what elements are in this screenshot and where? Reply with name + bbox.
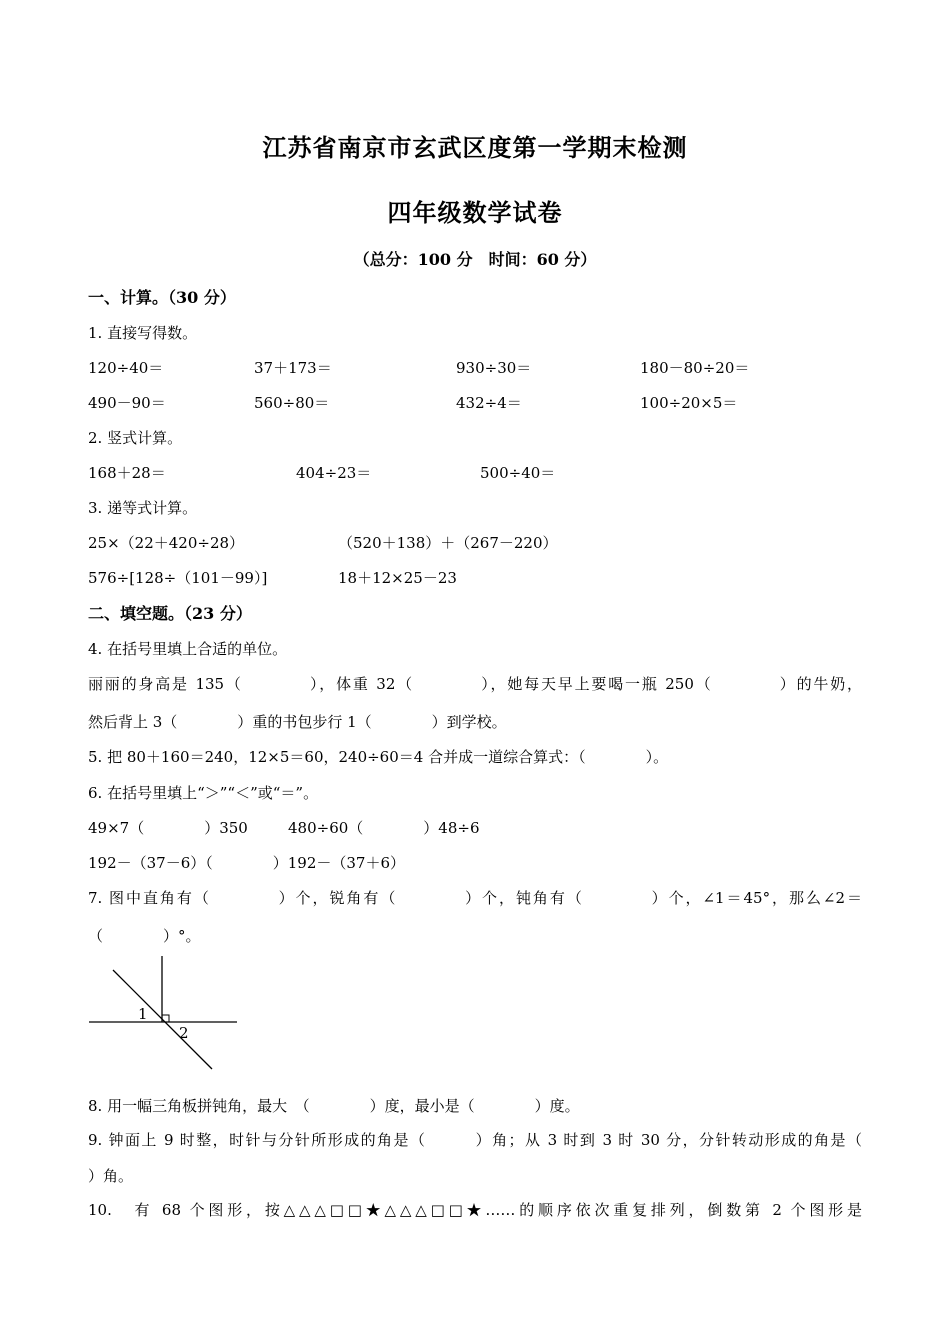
exam-meta: （总分：100 分 时间：60 分） [353, 250, 597, 269]
q1-item: 930÷30＝ [456, 359, 532, 377]
q8-text: 8. 用一幅三角板拼钝角，最大 （ ）度，最小是（ ）度。 [88, 1097, 580, 1115]
q7-line-2: （ ）°。 [88, 927, 201, 945]
q1-label: 1. 直接写得数。 [88, 324, 198, 342]
q1-item: 180－80÷20＝ [640, 359, 750, 377]
q6-item: 192－（37－6）（ ）192－（37＋6） [88, 854, 406, 872]
q6-item: 49×7（ ）350 [88, 819, 248, 837]
q4-line-1: 丽丽的身高是 135（ ），体重 32（ ），她每天早上要喝一瓶 250（ ）的牛奶， [88, 675, 862, 693]
section-1-heading: 一、计算。（30 分） [88, 288, 236, 307]
q3-item: 18＋12×25－23 [338, 569, 457, 587]
q2-item: 404÷23＝ [296, 464, 372, 482]
q1-item: 490－90＝ [88, 394, 166, 412]
q3-label: 3. 递等式计算。 [88, 499, 198, 517]
q2-item: 168＋28＝ [88, 464, 166, 482]
q2-label: 2. 竖式计算。 [88, 429, 183, 447]
q2-item: 500÷40＝ [480, 464, 556, 482]
q1-item: 37＋173＝ [254, 359, 332, 377]
angle-2-label: 2 [179, 1024, 189, 1042]
angle-1-label: 1 [138, 1005, 148, 1023]
q6-label: 6. 在括号里填上“＞”“＜”或“＝”。 [88, 784, 319, 802]
q3-item: （520＋138）＋（267－220） [338, 534, 558, 552]
page-subtitle: 四年级数学试卷 [387, 198, 563, 227]
q5-text: 5. 把 80＋160＝240，12×5＝60，240÷60＝4 合并成一道综合算式：（ ）。 [88, 748, 669, 766]
section-2-heading: 二、填空题。（23 分） [88, 604, 252, 623]
q4-label: 4. 在括号里填上合适的单位。 [88, 640, 288, 658]
q1-item: 100÷20×5＝ [640, 394, 738, 412]
q10-text: 10. 有 68 个图形，按△△△□□★△△△□□★……的顺序依次重复排列，倒数第 2 个图形是 [88, 1201, 862, 1219]
q1-item: 560÷80＝ [254, 394, 330, 412]
q9-line-1: 9. 钟面上 9 时整，时针与分针所形成的角是（ ）角；从 3 时到 3 时 30 分，分针转动形成的角是（ [88, 1131, 862, 1149]
q3-item: 25×（22＋420÷28） [88, 534, 245, 552]
q1-item: 120÷40＝ [88, 359, 164, 377]
q6-item: 480÷60（ ）48÷6 [288, 819, 480, 837]
angle-figure [86, 952, 246, 1076]
page-title: 江苏省南京市玄武区度第一学期末检测 [262, 133, 688, 162]
q9-line-2: ）角。 [88, 1167, 134, 1185]
q3-item: 576÷[128÷（101－99）] [88, 569, 268, 587]
q4-line-2: 然后背上 3（ ）重的书包步行 1（ ）到学校。 [88, 713, 507, 731]
q7-line-1: 7. 图中直角有（ ）个，锐角有（ ）个，钝角有（ ）个，∠1＝45°，那么∠2＝ [88, 889, 862, 907]
q1-item: 432÷4＝ [456, 394, 522, 412]
